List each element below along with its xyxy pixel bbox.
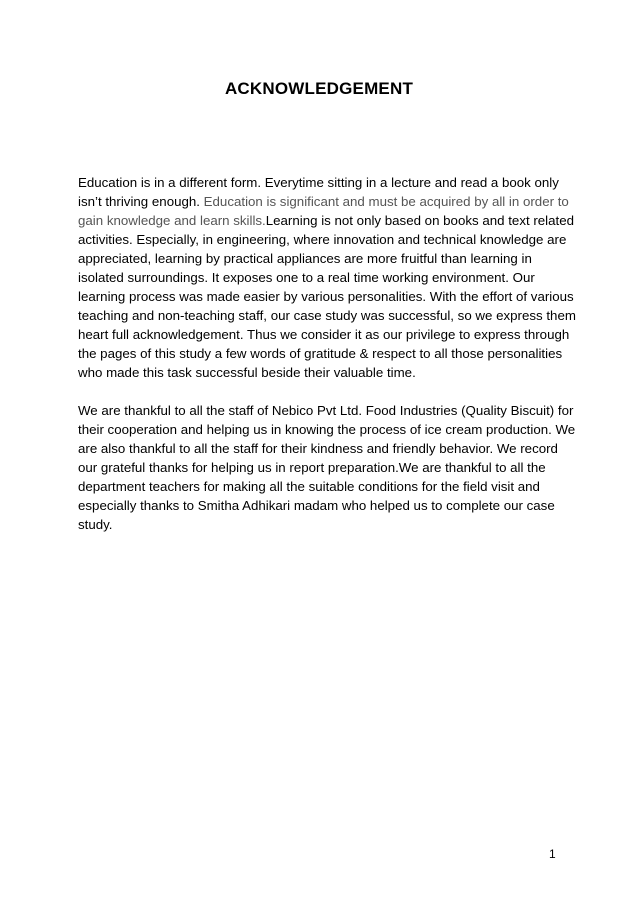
text-segment: isn’t thriving enough. (78, 194, 204, 209)
text-line: activities. Especially, in engineering, where innovation and technical knowledge are (78, 232, 567, 247)
text-line: appreciated, learning by practical appliances are more fruitful than learning in (78, 251, 532, 266)
text-line: isolated surroundings. It exposes one to a real time working environment. Our (78, 270, 535, 285)
text-line: teaching and non-teaching staff, our case study was successful, so we express them (78, 308, 576, 323)
text-line: Education is in a different form. Everytime sitting in a lecture and read a book only (78, 175, 559, 190)
text-line: are also thankful to all the staff for their kindness and friendly behavior. We record (78, 441, 558, 456)
text-line: heart full acknowledgement. Thus we consider it as our privilege to express through (78, 327, 570, 342)
paragraph-thanks (78, 401, 576, 534)
text-line (78, 211, 575, 230)
text-line: department teachers for making all the suitable conditions for the field visit and (78, 479, 540, 494)
paragraph-introduction (78, 173, 576, 382)
page-title: ACKNOWLEDGEMENT (224, 79, 414, 98)
document-body (78, 173, 576, 553)
muted-text-segment: Education is significant and must be acquired by all in order to (203, 194, 569, 209)
text-line: especially thanks to Smitha Adhikari madam who helped us to complete our case (78, 498, 555, 513)
text-segment: Learning is not only based on books and text related (265, 213, 575, 228)
text-line: who made this task successful beside their valuable time. (78, 365, 416, 380)
text-line: our grateful thanks for helping us in report preparation.We are thankful to all the (78, 460, 546, 475)
text-line: the pages of this study a few words of gratitude & respect to all those personalities (78, 346, 563, 361)
text-line: learning process was made easier by various personalities. With the effort of various (78, 289, 574, 304)
text-line: We are thankful to all the staff of Nebico Pvt Ltd. Food Industries (Quality Biscuit) for (78, 403, 574, 418)
page-number: 1 (549, 847, 556, 861)
muted-text-segment: gain knowledge and learn skills. (78, 213, 266, 228)
text-line: their cooperation and helping us in knowing the process of ice cream production. We (78, 422, 576, 437)
text-line (78, 192, 569, 211)
text-line: study. (78, 517, 113, 532)
